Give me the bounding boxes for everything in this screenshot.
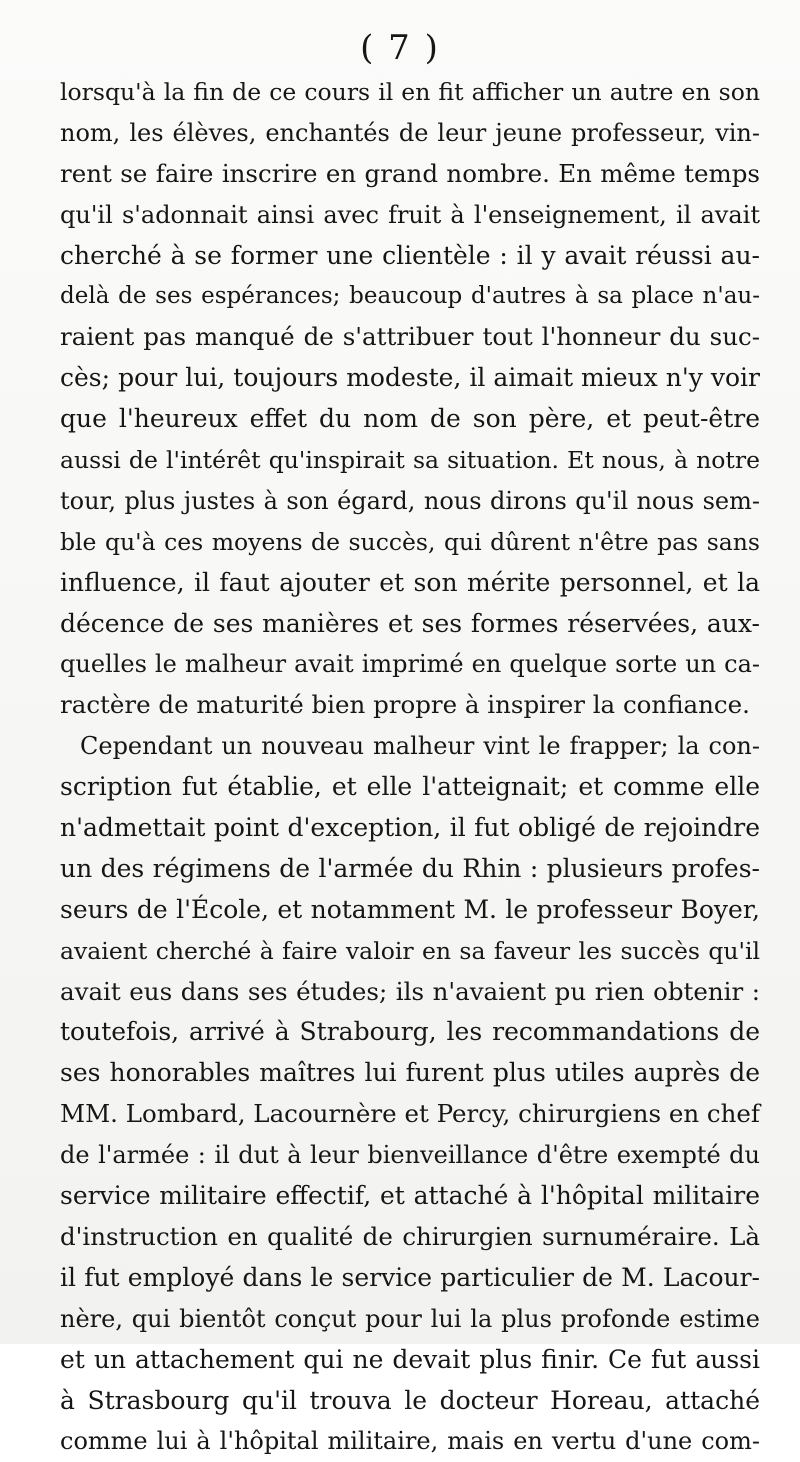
text-line: avait eus dans ses études; ils n'avaient pu rien obtenir : bbox=[60, 976, 760, 1006]
text-line: ses honorables maîtres lui furent plus utiles auprès de bbox=[60, 1058, 760, 1088]
text-line: de l'armée : il dut à leur bienveillance d'être exempté du bbox=[60, 1141, 760, 1170]
text-line: ractère de maturité bien propre à inspirer la confiance. bbox=[60, 690, 750, 720]
text-line: n'admettait point d'exception, il fut obligé de rejoindre bbox=[60, 813, 760, 843]
text-line: il fut employé dans le service particulier de M. Lacour- bbox=[60, 1262, 760, 1292]
text-line: nère, qui bientôt conçut pour lui la plus profonde estime bbox=[60, 1304, 760, 1333]
text-line: à Strasbourg qu'il trouva le docteur Horeau, attaché bbox=[60, 1385, 760, 1415]
text-line: raient pas manqué de s'attribuer tout l'honneur du suc- bbox=[60, 322, 760, 352]
text-line: d'instruction en qualité de chirurgien surnuméraire. Là bbox=[60, 1221, 760, 1251]
text-line: que l'heureux effet du nom de son père, et peut-être bbox=[60, 404, 760, 434]
text-line: seurs de l'École, et notamment M. le professeur Boyer, bbox=[60, 894, 760, 924]
text-line: cherché à se former une clientèle : il y avait réussi au- bbox=[60, 240, 760, 270]
text-line: Cependant un nouveau malheur vint le frapper; la con- bbox=[80, 732, 760, 761]
text-line: ble qu'à ces moyens de succès, qui dûrent n'être pas sans bbox=[60, 527, 760, 556]
text-line: cès; pour lui, toujours modeste, il aimait mieux n'y voir bbox=[60, 363, 760, 393]
text-line: rent se faire inscrire en grand nombre. En même temps bbox=[60, 158, 760, 188]
body-text bbox=[60, 72, 760, 1462]
text-line: delà de ses espérances; beaucoup d'autres à sa place n'au- bbox=[60, 283, 760, 310]
text-line: lorsqu'à la fin de ce cours il en fit afficher un autre en son bbox=[60, 78, 760, 106]
page-number: ( 7 ) bbox=[360, 28, 440, 68]
text-line: quelles le malheur avait imprimé en quelque sorte un ca- bbox=[60, 650, 760, 679]
text-line: aussi de l'intérêt qu'inspirait sa situation. Et nous, à notre bbox=[60, 446, 760, 475]
text-line: MM. Lombard, Lacournère et Percy, chirurgiens en chef bbox=[60, 1099, 760, 1129]
text-line: avaient cherché à faire valoir en sa faveur les succès qu'il bbox=[60, 936, 760, 965]
text-line: qu'il s'adonnait ainsi avec fruit à l'enseignement, il avait bbox=[60, 200, 760, 229]
text-line: tour, plus justes à son égard, nous dirons qu'il nous sem- bbox=[60, 486, 760, 515]
text-line: un des régimens de l'armée du Rhin : plusieurs profes- bbox=[60, 853, 760, 883]
text-line: influence, il faut ajouter et son mérite personnel, et la bbox=[60, 567, 760, 597]
text-line: décence de ses manières et ses formes réservées, aux- bbox=[60, 608, 760, 638]
text-line: et un attachement qui ne devait plus finir. Ce fut aussi bbox=[60, 1344, 760, 1374]
text-line: nom, les élèves, enchantés de leur jeune professeur, vin- bbox=[60, 118, 760, 147]
text-line: toutefois, arrivé à Strabourg, les recommandations de bbox=[60, 1017, 760, 1047]
text-line: comme lui à l'hôpital militaire, mais en vertu d'une com- bbox=[60, 1427, 760, 1456]
text-line: scription fut établie, et elle l'atteignait; et comme elle bbox=[60, 772, 760, 802]
text-line: service militaire effectif, et attaché à l'hôpital militaire bbox=[60, 1181, 760, 1211]
